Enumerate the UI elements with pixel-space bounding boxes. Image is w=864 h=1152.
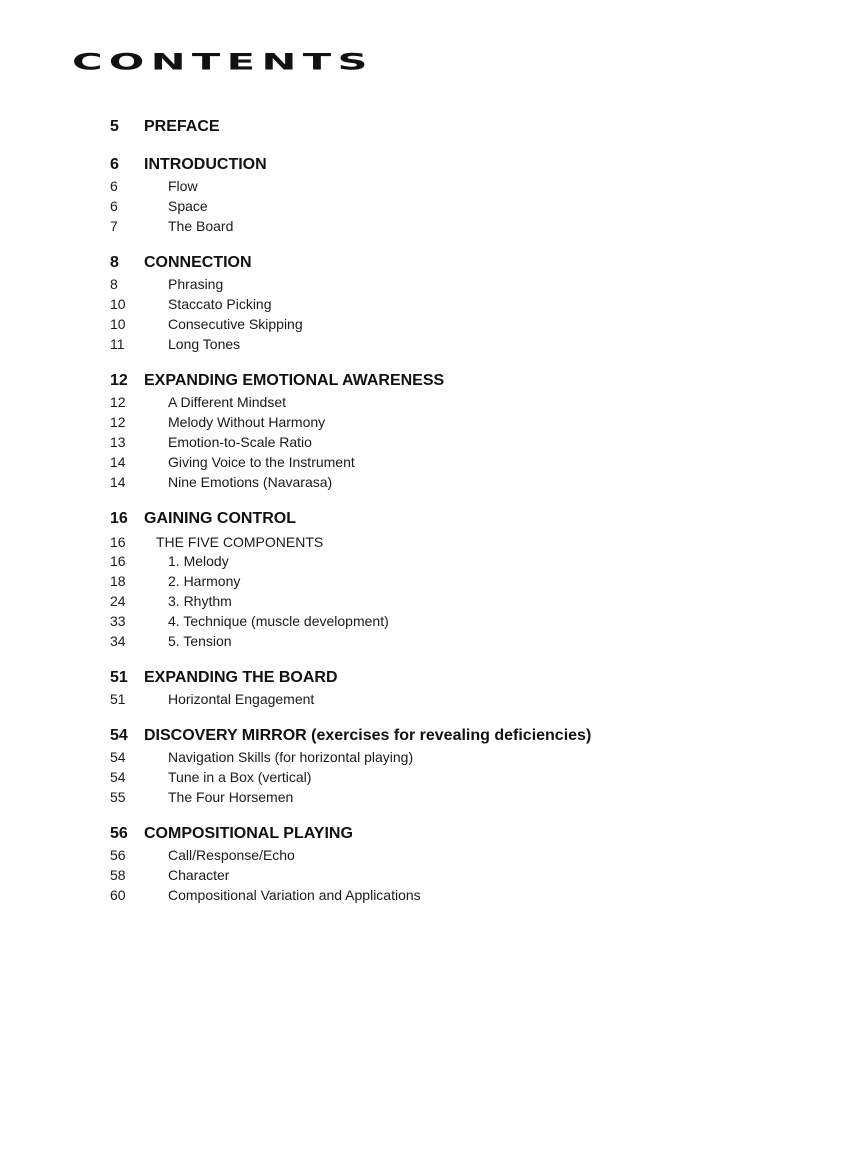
page-number: 6 [110,178,118,194]
toc-entry-label: Long Tones [168,336,241,352]
page-number: 12 [110,372,128,389]
toc-entry-label: Flow [168,178,198,194]
page-number: 55 [110,789,126,805]
page-number: 14 [110,474,126,490]
subsection-heading-label: THE FIVE COMPONENTS [156,534,324,550]
toc-entry-label: Compositional Variation and Applications [168,887,421,903]
toc-entry-label: A Different Mindset [168,394,287,410]
page-number: 58 [110,867,126,883]
page-title: CONTENTS [72,50,374,76]
page-number: 6 [110,156,119,173]
page-number: 16 [110,534,126,550]
toc-entry-label: Nine Emotions (Navarasa) [168,474,333,490]
toc-entry-label: Emotion-to-Scale Ratio [168,434,312,450]
toc-entry-label: Horizontal Engagement [168,691,315,707]
page-number: 16 [110,553,126,569]
section-heading-label: CONNECTION [144,254,252,271]
section-heading-label: PREFACE [144,118,220,135]
section-heading-label: EXPANDING THE BOARD [144,669,338,686]
page-number: 11 [110,336,125,352]
page-number: 60 [110,887,126,903]
toc-entry-label: 4. Technique (muscle development) [168,613,389,629]
page-number: 56 [110,825,128,842]
page-number: 34 [110,633,126,649]
toc-entry-label: The Four Horsemen [168,789,294,805]
page-number: 13 [110,434,126,450]
toc-entry-label: Staccato Picking [168,296,272,312]
toc-entry-label: Consecutive Skipping [168,316,303,332]
page-number: 12 [110,394,126,410]
toc-entry-label: Call/Response/Echo [168,847,295,863]
toc-entry-label: Tune in a Box (vertical) [168,769,312,785]
toc-entry-label: 3. Rhythm [168,593,232,609]
toc-entry-label: Melody Without Harmony [168,414,326,430]
section-heading-label: INTRODUCTION [144,156,267,173]
toc-entry-label: Giving Voice to the Instrument [168,454,355,470]
toc-entry-label: Character [168,867,230,883]
page-number: 56 [110,847,126,863]
toc-entry-label: Space [168,198,208,214]
page-number: 8 [110,254,119,271]
toc-entry-label: Navigation Skills (for horizontal playing) [168,749,414,765]
page-number: 5 [110,118,119,135]
toc-entry-label: 2. Harmony [168,573,241,589]
page-number: 54 [110,749,126,765]
page-number: 18 [110,573,126,589]
page-number: 8 [110,276,118,292]
page-number: 54 [110,769,126,785]
toc-entry-label: Phrasing [168,276,224,292]
section-heading-label: DISCOVERY MIRROR (exercises for revealing deficiencies) [144,727,592,744]
toc-entry-label: The Board [168,218,234,234]
section-heading-label: GAINING CONTROL [144,510,296,527]
page-number: 33 [110,613,126,629]
page-number: 54 [110,727,128,744]
page-number: 7 [110,218,118,234]
toc-entry-label: 5. Tension [168,633,232,649]
page-number: 51 [110,691,126,707]
page-number: 16 [110,510,128,527]
page-number: 10 [110,316,126,332]
section-heading-label: COMPOSITIONAL PLAYING [144,825,353,842]
page-number: 14 [110,454,126,470]
page-number: 6 [110,198,118,214]
page-number: 51 [110,669,128,686]
section-heading-label: EXPANDING EMOTIONAL AWARENESS [144,372,445,389]
page-number: 12 [110,414,126,430]
toc-entry-label: 1. Melody [168,553,229,569]
page-number: 24 [110,593,126,609]
page-number: 10 [110,296,126,312]
